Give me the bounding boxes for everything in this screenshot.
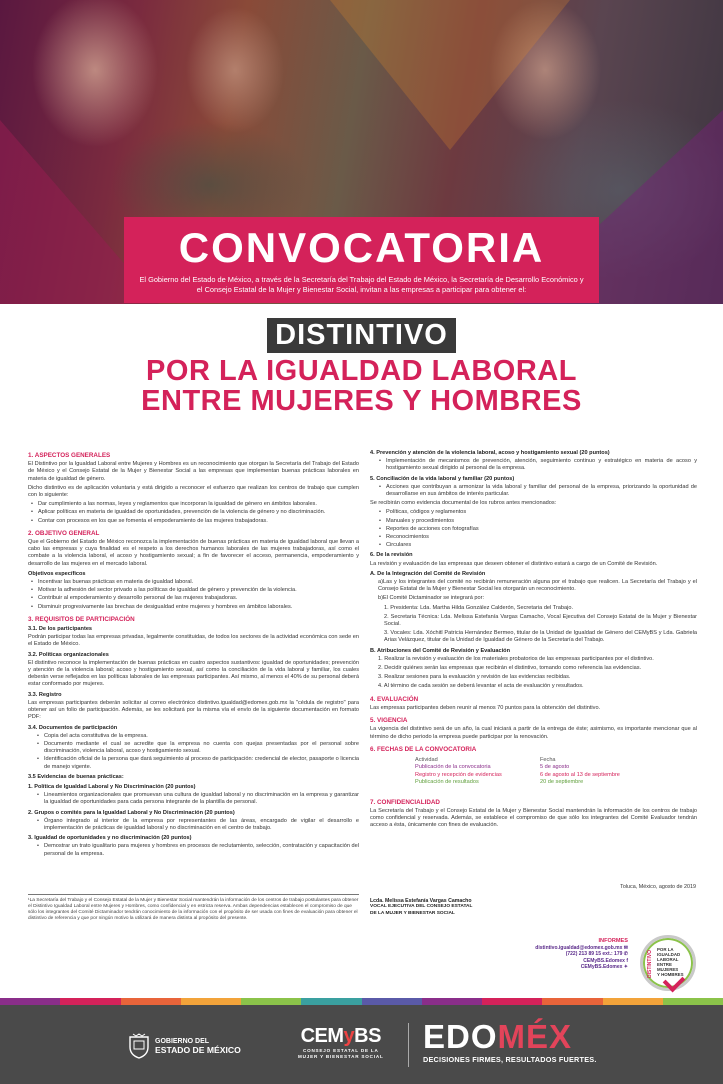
right-column — [370, 447, 697, 831]
stripe-segment — [482, 998, 542, 1005]
dates-header-date: Fecha — [540, 756, 556, 763]
list-item: • Documento mediante el cual se acredite que la empresa no cuenta con quejas presentadas por el personal sobre discriminación, violencia laboral, acoso y hostigamiento sexual. — [28, 741, 359, 755]
edomex-logo-a: EDO — [423, 1018, 498, 1055]
list-item: • Contribuir al empoderamiento y desarrollo personal de las mujeres trabajadoras. — [28, 595, 359, 602]
cemybs-line-1: CONSEJO ESTATAL DE LA — [302, 1048, 379, 1053]
bullet-list — [28, 501, 359, 525]
paragraph: Las empresas participantes deberán solicitar al correo electrónico distintivo.igualdad@edomex.gob.mx la "cédula de registro" para obtener así un folio de participación. Además, se les solicitará por la misma vía el envío de la siguiente documentación en formato PDF: — [28, 699, 359, 721]
seal-line: MUJERES — [657, 967, 679, 972]
subheading: 3. Igualdad de oportunidades y no discriminación (20 puntos) — [28, 835, 192, 842]
paragraph: 4. Al término de cada sesión se deberá levantar el acta de evaluación y resultados. — [378, 683, 584, 690]
paragraph: 3. Realizar sesiones para la evaluación y revisión de las evidencias recibidas. — [378, 674, 571, 681]
dates-header-activity: Actividad — [415, 756, 438, 763]
subheading: 3.3. Registro — [28, 691, 62, 698]
list-item: • Circulares — [370, 542, 697, 549]
list-item: • Reconocimientos — [370, 534, 697, 541]
seal-text — [657, 947, 684, 977]
title-line-1: POR LA IGUALDAD LABORAL — [146, 355, 577, 387]
signature-name: Lcda. Melissa Estefanía Vargas Camacho — [370, 898, 472, 904]
list-item: • Aplicar políticas en materia de igualdad de oportunidades, prevención de la violencia de género y no discriminación. — [28, 509, 359, 516]
cemybs-logo-c: BS — [354, 1025, 381, 1047]
bullet-list — [370, 484, 697, 498]
paragraph: 3. Vocales: Lda. Xóchitl Patricia Hernández Bermeo, titular de la Unidad de Igualdad de Género del CEMyBS y Lda. Gabriela Arias Velázquez, titular de la Unidad de Igualdad de Género de la Secretaría del Trabajo. — [384, 630, 697, 644]
stripe-segment — [603, 998, 663, 1005]
paragraph: Podrán participar todas las empresas privadas, legalmente constituidas, de todos los sectores de la actividad económica con sede en el Estado de México. — [28, 634, 359, 648]
section-heading: 1. ASPECTOS GENERALES — [28, 452, 111, 459]
list-item: • Incentivar las buenas prácticas en materia de igualdad laboral. — [28, 579, 359, 586]
contact-info — [535, 938, 628, 971]
paragraph: El distintivo reconoce la implementación de buenas prácticas en cuatro aspectos sustantivos: igualdad de oportunidades; prevención y atención de la violencia laboral; acoso y hostigamiento sexual, así como la conciliación de la vida laboral y familiar, los cuales deberán verse reflejados en las políticas laborales de las empresas participantes. Así mismo, al menos el 40% de su personal deberá estar conformado por mujeres. — [28, 659, 359, 688]
list-item: • Implementación de mecanismos de prevención, atención, seguimiento continuo y estratégico en materia de acoso y hostigamiento sexual dirigido al personal de la empresa. — [370, 458, 697, 472]
stripe-segment — [241, 998, 301, 1005]
bullet-list — [370, 458, 697, 472]
bullet-list — [28, 843, 359, 857]
edomex-logo — [423, 1019, 597, 1064]
title-block — [0, 318, 723, 416]
list-item: • Políticas, códigos y reglamentos — [370, 509, 697, 516]
left-column — [28, 447, 359, 860]
stripe-segment — [181, 998, 241, 1005]
paragraph: Se recibirán como evidencia documental de los rubros antes mencionados: — [370, 500, 557, 507]
bullet-list — [28, 579, 359, 611]
bullet-list — [370, 509, 697, 549]
dates-activity: Registro y recepción de evidencias — [415, 771, 502, 778]
signature-block — [370, 898, 472, 917]
list-item: • Contar con procesos en los que se fomenta el empoderamiento de las mujeres trabajadoras. — [28, 518, 359, 525]
paragraph: 2. Decidir quiénes serán las empresas que recibirán el distintivo, tomando como referencia las evidencias. — [378, 665, 642, 672]
list-item: • Dar cumplimiento a las normas, leyes y reglamentos que incorporan la igualdad de género en ámbitos laborales. — [28, 501, 359, 508]
place-date: Toluca, México, agosto de 2019 — [620, 884, 696, 890]
gobierno-line-1: GOBIERNO DEL — [155, 1037, 210, 1045]
twitter-icon: ✦ — [623, 964, 628, 971]
cemybs-logo-a: CEM — [300, 1025, 344, 1047]
footer-divider — [408, 1023, 409, 1067]
stripe-segment — [60, 998, 120, 1005]
subheading: 5. Conciliación de la vida laboral y familiar (20 puntos) — [370, 475, 515, 482]
footnote: ¹La Secretaría del Trabajo y el Consejo Estatal de la Mujer y Bienestar Social mantendrán la información de los centros de trabajo postulantes para obtener el Distintivo Igualdad Laboral entre Mujeres y Hombres, como confidencial y en estricta reserva. Ambas dependencias establecen el compromiso de que sólo los integrantes del Comité Dictaminador tendrán conocimiento de la información con el propósito de ser usada con fines de evaluación para obtener el distintivo de referencia y que por ningún motivo la utilizará de manera distinta al propósito del presente. — [28, 894, 359, 922]
seal-vertical-text: DISTINTIVO — [647, 949, 653, 979]
section-heading: 4. EVALUACIÓN — [370, 695, 419, 703]
dates-date: 20 de septiembre — [540, 779, 584, 786]
phone-icon: ✆ — [623, 951, 628, 958]
paragraph: Que el Gobierno del Estado de México reconozca la implementación de buenas prácticas en materia de igualdad laboral que llevan a cabo las empresas y cuya finalidad es el respeto a los derechos humanos laborales de las mujeres trabajadoras, así como el combate a la violencia laboral, el acoso y hostigamiento sexual; a fin de favorecer el acceso, permanencia, empoderamiento y desarrollo de las mujeres en el mercado laboral. — [28, 539, 359, 567]
paragraph: La Secretaría del Trabajo y el Consejo Estatal de la Mujer y Bienestar Social mantendrán la información de los centros de trabajo como confidencial y reservada. Además, se establece el compromiso de que sólo los integrantes del Comité Evaluador tendrán acceso a ésta, únicamente con fines de evaluación. — [370, 807, 697, 829]
paragraph: El Distintivo por la Igualdad Laboral entre Mujeres y Hombres es un reconocimiento que otorgan la Secretaría del Trabajo del Estado de México y el Consejo Estatal de la Mujer y Bienestar Social a las empresas que implementan buenas prácticas laborales en materia de igualdad de género. — [28, 461, 359, 482]
seal-line: LABORAL — [657, 957, 679, 962]
subheading: 4. Prevención y atención de la violencia laboral, acoso y hostigamiento sexual (20 puntos) — [370, 450, 610, 456]
list-item: • Acciones que contribuyan a armonizar la vida laboral y familiar del personal de la empresa, priorizando la oportunidad de desarrollarse en sus ámbitos de interés particular. — [370, 484, 697, 498]
distintivo-seal-logo — [640, 935, 696, 991]
list-item: • Manuales y procedimientos — [370, 518, 697, 525]
dates-date: 5 de agosto — [540, 764, 570, 771]
section-heading: 5. VIGENCIA — [370, 717, 408, 725]
stripe-segment — [542, 998, 602, 1005]
hero-triangle-top — [330, 0, 570, 150]
section-heading: 2. OBJETIVO GENERAL — [28, 529, 100, 537]
gobierno-line-2: ESTADO DE MÉXICO — [155, 1045, 241, 1055]
convocatoria-banner — [124, 217, 599, 303]
edomex-tagline: DECISIONES FIRMES, RESULTADOS FUERTES. — [423, 1055, 597, 1064]
contact-twitter[interactable]: CEMyBS.Edomex — [580, 964, 623, 971]
dates-activity: Publicación de la convocatoria — [415, 764, 491, 771]
subheading: 3.1. De los participantes — [28, 626, 93, 633]
facebook-icon: f — [626, 957, 628, 964]
list-item: • Órgano integrado al interior de la empresa por representantes de las áreas, encargado de vigilar el desarrollo e implementación de prácticas de igualdad laboral y no discriminación en el centro de trabajo. — [28, 818, 359, 832]
stripe-segment — [0, 998, 60, 1005]
list-item: • Motivar la adhesión del sector privado a las políticas de igualdad de género y prevención de la violencia. — [28, 587, 359, 594]
list-item: • Disminuir progresivamente las brechas de desigualdad entre mujeres y hombres en ámbitos laborales. — [28, 604, 359, 611]
dates-activity: Publicación de resultados — [415, 779, 479, 786]
stripe-segment — [663, 998, 723, 1005]
stripe-segment — [422, 998, 482, 1005]
list-item: • Demostrar un trato igualitario para mujeres y hombres en procesos de reclutamiento, selección, contratación y capacitación del personal de la empresa. — [28, 843, 359, 857]
contact-facebook[interactable]: CEMyBS.Edomex — [583, 957, 625, 964]
seal-line: ENTRE — [657, 962, 672, 967]
paragraph: 2. Secretaria Técnica: Lda. Melissa Estefanía Vargas Camacho, Vocal Ejecutiva del Consejo Estatal de la Mujer y Bienestar Social. — [384, 613, 697, 628]
footer-bar — [0, 1005, 723, 1084]
section-heading: 3. REQUISITOS DE PARTICIPACIÓN — [28, 615, 135, 623]
paragraph: 1. Realizar la revisión y evaluación de los materiales probatorios de las empresas participantes por el distintivo. — [378, 655, 654, 662]
subheading: 2. Grupos o comités para la Igualdad Laboral y No Discriminación (20 puntos) — [28, 809, 235, 816]
banner-title: CONVOCATORIA — [178, 224, 545, 271]
stripe-segment — [301, 998, 361, 1005]
seal-line: Y HOMBRES — [657, 972, 684, 977]
list-item: • Lineamientos organizacionales que promuevan una cultura de igualdad laboral y no discriminación en la empresa y garantizar la igualdad de oportunidades para cada persona integrante de la plantilla de personal. — [28, 792, 359, 806]
bullet-list — [28, 818, 359, 832]
bullet-list — [28, 792, 359, 806]
section-heading: 7. CONFIDENCIALIDAD — [370, 798, 440, 806]
cemybs-logo-b: y — [343, 1025, 355, 1047]
signature-role-1: VOCAL EJECUTIVA DEL CONSEJO ESTATAL — [370, 904, 473, 910]
edomex-logo-b: MÉX — [497, 1018, 573, 1055]
contact-email[interactable]: distintivo.igualdad@edomex.gob.mx — [535, 944, 623, 951]
cemybs-line-2: MUJER Y BIENESTAR SOCIAL — [298, 1053, 384, 1059]
paragraph: La revisión y evaluación de las empresas que deseen obtener el distintivo estará a cargo de un Comité de Revisión. — [370, 560, 658, 567]
list-item: • Copia del acta constitutiva de la empresa. — [28, 733, 359, 740]
dates-table — [415, 757, 697, 787]
paragraph: a)Las y los integrantes del comité no recibirán remuneración alguna por el trabajo que realicen. La Secretaría del Trabajo y el Consejo Estatal de la Mujer y Bienestar Social les otorgarán un reconocimiento. — [378, 579, 697, 593]
stripe-segment — [121, 998, 181, 1005]
gobierno-logo — [128, 1033, 241, 1059]
signature-role-2: DE LA MUJER Y BIENESTAR SOCIAL — [370, 910, 455, 916]
title-line-2: ENTRE MUJERES Y HOMBRES — [141, 385, 582, 417]
distintivo-badge: DISTINTIVO — [267, 318, 456, 353]
hero-photo — [0, 0, 723, 304]
contact-phone: (722) 213 89 15 ext.: 179 — [565, 951, 623, 958]
section-heading: 6. FECHAS DE LA CONVOCATORIA — [370, 745, 477, 753]
subheading: 3.5 Evidencias de buenas prácticas: — [28, 773, 124, 780]
subheading: B. Atribuciones del Comité de Revisión y Evaluación — [370, 647, 510, 654]
paragraph: 1. Presidenta: Lda. Martha Hilda González Calderón, Secretaria del Trabajo. — [384, 604, 574, 611]
cemybs-logo — [298, 1025, 384, 1060]
paragraph: Dicho distintivo es de aplicación voluntaria y está dirigido a reconocer el esfuerzo que realizan los centros de trabajo que cumplen con lo siguiente: — [28, 484, 359, 499]
coat-of-arms-icon — [128, 1033, 150, 1059]
subheading: Objetivos específicos — [28, 570, 86, 577]
subheading: A. De la Integración del Comité de Revisión — [370, 570, 486, 577]
contact-label: INFORMES — [598, 938, 628, 944]
paragraph: Las empresas participantes deben reunir al menos 70 puntos para la obtención del distintivo. — [370, 704, 601, 711]
subheading: 3.4. Documentos de participación — [28, 724, 118, 731]
color-stripe — [0, 998, 723, 1005]
list-item: • Identificación oficial de la persona que dará seguimiento al proceso de participación: credencial de elector, pasaporte o licencia de manejo vigente. — [28, 756, 359, 770]
list-item: • Reportes de acciones con fotografías — [370, 526, 697, 533]
banner-text: El Gobierno del Estado de México, a través de la Secretaría del Trabajo del Estado de México, la Secretaría de Desarrollo Económico y el Consejo Estatal de la Mujer y Bienestar Social, invitan a las empresas a participar para obtener el: — [139, 275, 584, 294]
mail-icon: ✉ — [623, 944, 628, 951]
subheading: 3.2. Políticas organizacionales — [28, 651, 109, 658]
seal-line: POR LA — [657, 947, 674, 952]
subheading: 6. De la revisión — [370, 552, 413, 559]
paragraph: La vigencia del distintivo será de un año, la cual iniciará a partir de la entrega de éste; asimismo, es importante mencionar que al término de dicho periodo la empresa puede participar por la renovación. — [370, 726, 697, 740]
stripe-segment — [362, 998, 422, 1005]
subheading: 1. Política de Igualdad Laboral y No Discriminación (20 puntos) — [28, 783, 196, 790]
bullet-list — [28, 733, 359, 771]
paragraph: b)El Comité Dictaminador se integrará por: — [378, 595, 485, 602]
seal-line: IGUALDAD — [657, 952, 681, 957]
dates-date: 6 de agosto al 13 de septiembre — [540, 771, 620, 778]
